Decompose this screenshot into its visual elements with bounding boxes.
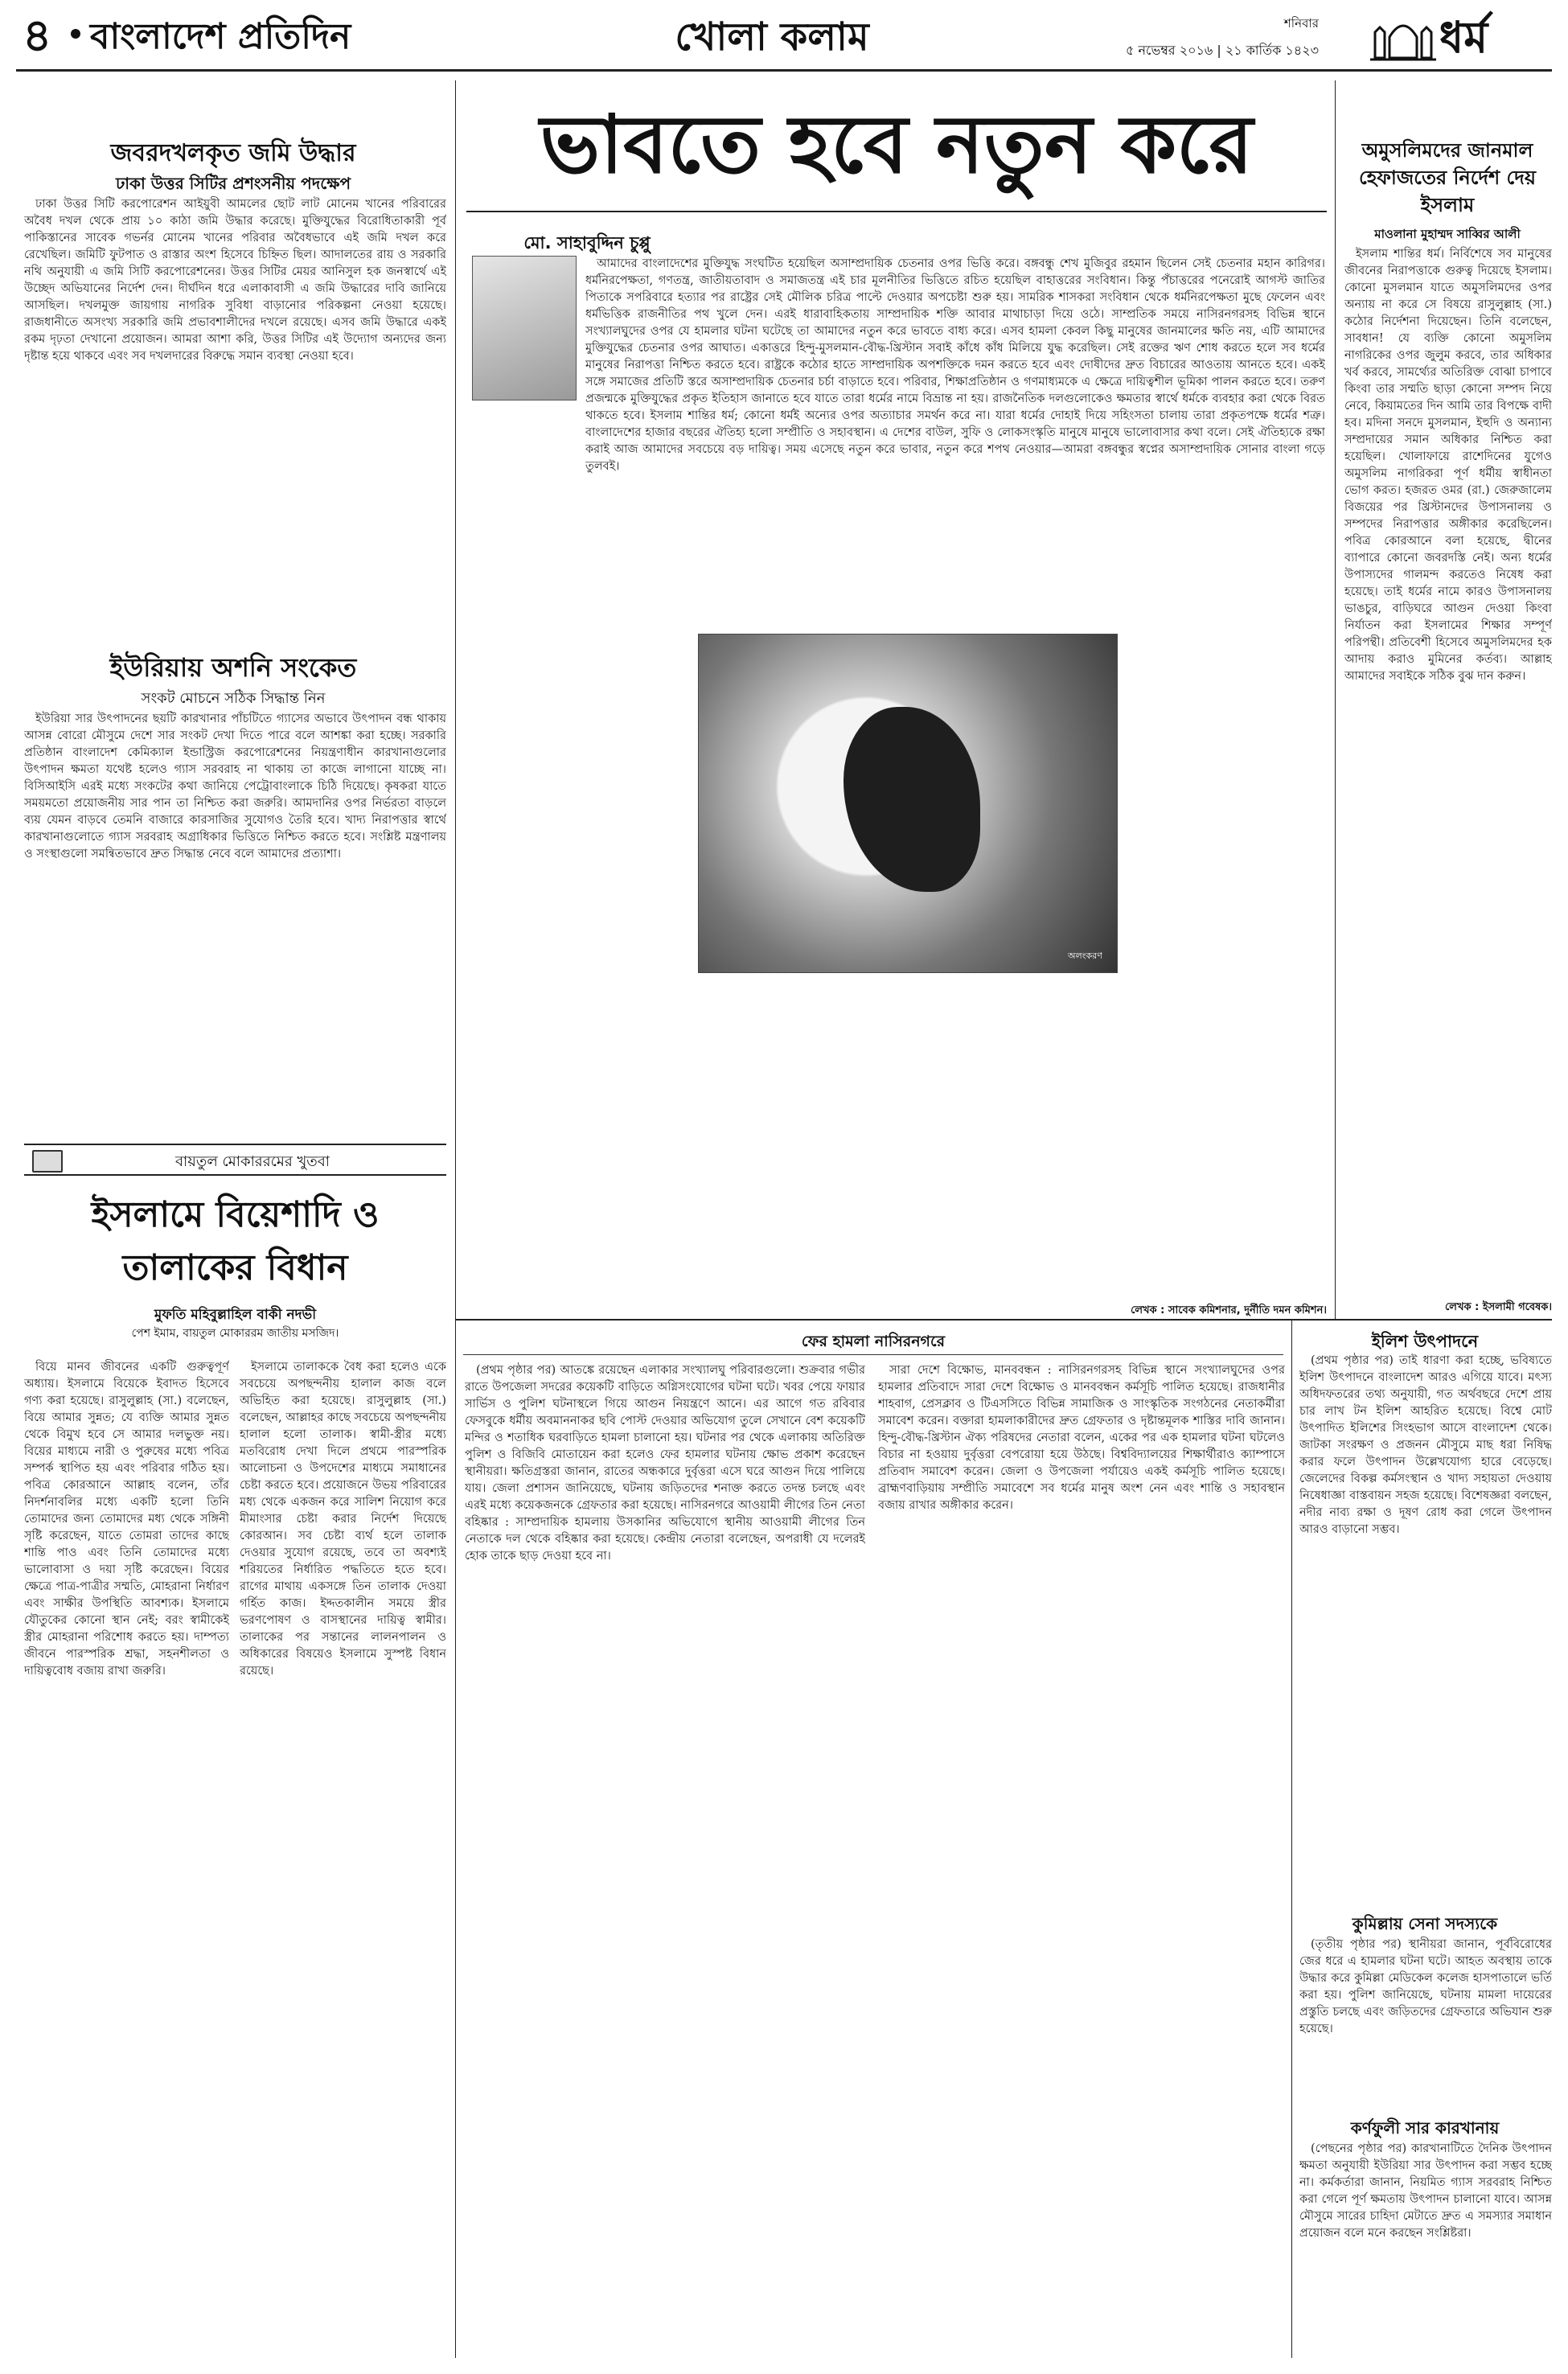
lower-col2-text: ইসলামে তালাককে বৈধ করা হলেও একে সবচেয়ে অপছন্দনীয় হালাল কাজ বলে অভিহিত করা হয়েছে। রাসুলুল্লাহ (সা.) বলেছেন, আল্লাহর কাছে সবচেয়ে অপছন্দনীয় হালাল হলো তালাক। স্বামী-স্ত্রীর মধ্যে মতবিরোধ দেখা দিলে প্রথমে পারস্পরিক আলোচনা ও উপদেশের মাধ্যমে সমাধানের চেষ্টা করতে হবে। প্রয়োজনে উভয় পরিবারের মধ্য থেকে একজন করে সালিশ নিয়োগ করে মীমাংসার চেষ্টা করার নির্দেশ দিয়েছে কোরআন। সব চেষ্টা ব্যর্থ হলে তালাক দেওয়ার সুযোগ রয়েছে, তবে তা অবশ্যই শরিয়তের নির্ধারিত পদ্ধতিতে হতে হবে। রাগের মাথায় একসঙ্গে তিন তালাক দেওয়া গর্হিত কাজ। ইদ্দতকালীন সময়ে স্ত্রীর ভরণপোষণ ও বাসস্থানের দায়িত্ব স্বামীর। তালাকের পর সন্তানের লালনপালন ও অধিকারের বিষয়েও ইসলামে সুস্পষ্ট বিধান রয়েছে।: [240, 1361, 446, 1678]
story1-body: [24, 196, 446, 642]
story3-title: ইসলামে বিয়েশাদি ও তালাকের বিধান: [91, 1194, 380, 1288]
right-author: মাওলানা মুহাম্মদ সাব্বির আলী: [1374, 227, 1521, 241]
lower-col4-text: সারা দেশে বিক্ষোভ, মানববন্ধন : নাসিরনগরসহ বিভিন্ন স্থানে সংখ্যালঘুদের ওপর হামলার প্রতিবাদে সারা দেশে বিক্ষোভ ও মানববন্ধন কর্মসূচি পালিত হয়েছে। রাজধানীর শাহবাগ, প্রেসক্লাব ও টিএসসিতে বিভিন্ন সামাজিক ও সাংস্কৃতিক সংগঠনের নেতাকর্মীরা সমাবেশ করেন। বক্তারা হামলাকারীদের দ্রুত গ্রেফতার ও দৃষ্টান্তমূলক শাস্তির দাবি জানান। হিন্দু-বৌদ্ধ-খ্রিস্টান ঐক্য পরিষদের নেতারা বলেন, একের পর এক হামলার ঘটনা ঘটলেও বিচার না হওয়ায় দুর্বৃত্তরা বেপরোয়া হয়ে উঠছে। বিশ্ববিদ্যালয়ের শিক্ষার্থীরাও ক্যাম্পাসে প্রতিবাদ সমাবেশ করেন। জেলা ও উপজেলা পর্যায়েও একই কর্মসূচি পালিত হয়েছে। ব্রাহ্মণবাড়িয়ায় সম্প্রীতি সমাবেশে সব ধর্মের মানুষ অংশ নেন এবং শান্তি ও সহাবস্থান বজায় রাখার অঙ্গীকার করেন।: [878, 1364, 1285, 1512]
page-number: ৪: [23, 10, 52, 62]
right-section-title: ধর্ম: [1439, 12, 1488, 63]
story2-subtitle: সংকট মোচনে সঠিক সিদ্ধান্ত নিন: [141, 690, 326, 707]
author-photo: [472, 256, 577, 400]
paper-name: বাংলাদেশ প্রতিদিন: [90, 16, 351, 57]
khutba-rule-bottom: [24, 1174, 446, 1176]
bangladesh-map-shape: [844, 707, 980, 892]
story1-subtitle: ঢাকা উত্তর সিটির প্রশংসনীয় পদক্ষেপ: [115, 174, 351, 193]
lower-col3-text: (প্রথম পৃষ্ঠার পর) আতঙ্কে রয়েছেন এলাকার সংখ্যালঘু পরিবারগুলো। শুক্রবার গভীর রাতে উপজেলা সদরের কয়েকটি বাড়িতে অগ্নিসংযোগের ঘটনা ঘটে। খবর পেয়ে ফায়ার সার্ভিস ও পুলিশ ঘটনাস্থলে গিয়ে আগুন নিয়ন্ত্রণে আনে। এর আগে গত রবিবার ফেসবুকে ধর্মীয় অবমাননাকর ছবি পোস্ট দেওয়ার অভিযোগ তুলে সেখানে বেশ কয়েকটি মন্দির ও শতাধিক ঘরবাড়িতে হামলা চালানো হয়। ঘটনার পর থেকে এলাকায় অতিরিক্ত পুলিশ ও বিজিবি মোতায়েন করা হলেও ফের হামলার ঘটনায় ক্ষোভ প্রকাশ করেছেন স্থানীয়রা। ক্ষতিগ্রস্তরা জানান, রাতের অন্ধকারে দুর্বৃত্তরা এসে ঘরে আগুন দিয়ে পালিয়ে যায়। জেলা প্রশাসন জানিয়েছে, ঘটনায় জড়িতদের শনাক্ত করতে তদন্ত চলছে এবং এরই মধ্যে কয়েকজনকে গ্রেফতার করা হয়েছে। নাসিরনগরে আওয়ামী লীগের তিন নেতা বহিষ্কার : সাম্প্রদায়িক হামলায় উসকানির অভিযোগে স্থানীয় আওয়ামী লীগের তিন নেতাকে দল থেকে বহিষ্কার করা হয়েছে। কেন্দ্রীয় নেতারা বলেছেন, অপরাধী যে দলেরই হোক তাকে ছাড় দেওয়া হবে না।: [465, 1364, 865, 1563]
lower-col1-body: [24, 1359, 229, 2356]
lower-col5c-text: (পেছনের পৃষ্ঠার পর) কারখানাটিতে দৈনিক উৎপাদন ক্ষমতা অনুযায়ী ইউরিয়া সার উৎপাদন করা সম্ভব হচ্ছে না। কর্মকর্তারা জানান, নিয়মিত গ্যাস সরবরাহ নিশ্চিত করা গেলে পূর্ণ ক্ষমতায় উৎপাদন চালানো যাবে। আসন্ন মৌসুমে সারের চাহিদা মেটাতে দ্রুত এ সমস্যার সমাধান প্রয়োজন বলে মনে করছেন সংশ্লিষ্টরা।: [1299, 2142, 1552, 2240]
khutba-rule: [24, 1144, 446, 1145]
right-col-divider: [1335, 80, 1336, 1319]
lower-col1-text: বিয়ে মানব জীবনের একটি গুরুত্বপূর্ণ অধ্যায়। ইসলামে বিয়েকে ইবাদত হিসেবে গণ্য করা হয়েছে। রাসুলুল্লাহ (সা.) বলেছেন, বিয়ে আমার সুন্নত; যে ব্যক্তি আমার সুন্নত থেকে বিমুখ হবে সে আমার দলভুক্ত নয়। বিয়ের মাধ্যমে নারী ও পুরুষের মধ্যে পবিত্র সম্পর্ক স্থাপিত হয় এবং পরিবার গঠিত হয়। পবিত্র কোরআনে আল্লাহ বলেন, তাঁর নিদর্শনাবলির মধ্যে একটি হলো তিনি তোমাদের জন্য তোমাদের মধ্য থেকে সঙ্গিনী সৃষ্টি করেছেন, যাতে তোমরা তাদের কাছে শান্তি পাও এবং তিনি তোমাদের মধ্যে ভালোবাসা ও দয়া সৃষ্টি করেছেন। বিয়ের ক্ষেত্রে পাত্র-পাত্রীর সম্মতি, মোহরানা নির্ধারণ এবং সাক্ষীর উপস্থিতি আবশ্যক। ইসলামে যৌতুকের কোনো স্থান নেই; বরং স্বামীকেই স্ত্রীর মোহরানা পরিশোধ করতে হয়। দাম্পত্য জীবনে পারস্পরিক শ্রদ্ধা, সহনশীলতা ও দায়িত্ববোধ বজায় রাখা জরুরি।: [24, 1361, 229, 1678]
main-text: আমাদের বাংলাদেশের মুক্তিযুদ্ধ সংঘটিত হয়েছিল অসাম্প্রদায়িক চেতনার ওপর ভিত্তি করে। বঙ্গবন্ধু শেখ মুজিবুর রহমান ছিলেন সেই চেতনার মহান কারিগর। ধর্মনিরপেক্ষতা, গণতন্ত্র, জাতীয়তাবাদ ও সমাজতন্ত্র এই চার মূলনীতির ভিত্তিতে রচিত হয়েছিল বাহাত্তরের সংবিধান। কিন্তু পঁচাত্তরের পনেরোই আগস্ট জাতির পিতাকে সপরিবারে হত্যার পর রাষ্ট্রের সেই মৌলিক চরিত্র পাল্টে দেওয়ার অপচেষ্টা শুরু হয়। সামরিক শাসকরা সংবিধান থেকে ধর্মনিরপেক্ষতা মুছে ফেলেন এবং ধর্মভিত্তিক রাজনীতির পথ খুলে দেন। এরই ধারাবাহিকতায় সাম্প্রদায়িক শক্তি আবার মাথাচাড়া দিয়ে ওঠে। সাম্প্রতিক সময়ে নাসিরনগরসহ বিভিন্ন স্থানে সংখ্যালঘুদের ওপর যে হামলার ঘটনা ঘটেছে তা আমাদের নতুন করে ভাবতে বাধ্য করে। এসব হামলা কেবল কিছু মানুষের জানমালের ক্ষতি নয়, এটি আমাদের মুক্তিযুদ্ধের চেতনার ওপর আঘাত। একাত্তরে হিন্দু-মুসলমান-বৌদ্ধ-খ্রিস্টান সবাই কাঁধে কাঁধ মিলিয়ে যুদ্ধ করেছিল। সেই রক্তের ঋণ শোধ করতে হলে সব ধর্মের মানুষের নিরাপত্তা নিশ্চিত করতে হবে। রাষ্ট্রকে কঠোর হাতে সাম্প্রদায়িক অপশক্তিকে দমন করতে হবে এবং দোষীদের দ্রুত বিচারের আওতায় আনতে হবে। একই সঙ্গে সমাজের প্রতিটি স্তরে অসাম্প্রদায়িক চেতনার চর্চা বাড়াতে হবে। পরিবার, শিক্ষাপ্রতিষ্ঠান ও গণমাধ্যমকে এ ক্ষেত্রে দায়িত্বশীল ভূমিকা পালন করতে হবে। তরুণ প্রজন্মকে মুক্তিযুদ্ধের প্রকৃত ইতিহাস জানাতে হবে যাতে তারা ধর্মের নামে বিভ্রান্ত না হয়। রাজনৈতিক দলগুলোকেও ক্ষমতার স্বার্থে ধর্মকে ব্যবহার করা থেকে বিরত থাকতে হবে। ইসলাম শান্তির ধর্ম; কোনো ধর্মই অন্যের ওপর অত্যাচার সমর্থন করে না। যারা ধর্মের দোহাই দিয়ে সহিংসতা চালায় তারা প্রকৃতপক্ষে ধর্মের শত্রু। বাংলাদেশের হাজার বছরের ঐতিহ্য হলো সম্প্রীতি ও সহাবস্থান। এ দেশের বাউল, সুফি ও লোকসংস্কৃতি মানুষে মানুষে ভালোবাসার কথা বলে। সেই ঐতিহ্যকে রক্ষা করাই আজ আমাদের সবচেয়ে বড় দায়িত্ব। সময় এসেছে নতুন করে ভাবার, নতুন করে শপথ নেওয়ার—আমরা বঙ্গবন্ধুর স্বপ্নের অসাম্প্রদায়িক সোনার বাংলা গড়ে তুলবই।: [585, 257, 1325, 473]
day-label: শনিবার: [1283, 16, 1319, 31]
right-author-note: লেখক : ইসলামী গবেষক।: [1444, 1301, 1552, 1313]
story1-title: জবরদখলকৃত জমি উদ্ধার: [110, 139, 356, 167]
bullet-icon: [71, 29, 80, 39]
col5-title: ইলিশ উৎপাদনে: [1371, 1332, 1479, 1351]
lower-divider-2: [1291, 1320, 1292, 2358]
lower-col3-body: [465, 1362, 865, 2360]
left-col-divider: [455, 80, 456, 1319]
story2-text: ইউরিয়া সার উৎপাদনের ছয়টি কারখানার পাঁচটিতে গ্যাসের অভাবে উৎপাদন বন্ধ থাকায় আসন্ন বোরো মৌসুমে দেশে সার সংকট দেখা দিতে পারে বলে আশঙ্কা করা হচ্ছে। সরকারি প্রতিষ্ঠান বাংলাদেশ কেমিক্যাল ইন্ডাস্ট্রিজ করপোরেশনের নিয়ন্ত্রণাধীন কারখানাগুলোর উৎপাদন ক্ষমতা যথেষ্ট হলেও গ্যাস সরবরাহ না থাকায় তা কাজে লাগানো যাচ্ছে না। বিসিআইসি এরই মধ্যে সংকটের কথা জানিয়ে পেট্রোবাংলাকে চিঠি দিয়েছে। কৃষকরা যাতে সময়মতো প্রয়োজনীয় সার পান তা নিশ্চিত করা জরুরি। আমদানির ওপর নির্ভরতা বাড়লে ব্যয় যেমন বাড়বে তেমনি বাজারে কারসাজির সুযোগও তৈরি হবে। খাদ্য নিরাপত্তার স্বার্থে কারখানাগুলোতে গ্যাস সরবরাহ অগ্রাধিকার ভিত্তিতে নিশ্চিত করতে হবে। সংশ্লিষ্ট মন্ত্রণালয় ও সংস্থাগুলো সমন্বিতভাবে দ্রুত সিদ্ধান্ত নেবে বলে আমাদের প্রত্যাশা।: [24, 713, 446, 860]
section-title: খোলা কলাম: [675, 14, 869, 60]
col5b-title: কুমিল্লায় সেনা সদস্যকে: [1352, 1914, 1498, 1933]
date-label: ৫ নভেম্বর ২০১৬ | ২১ কার্তিক ১৪২৩: [1126, 43, 1319, 58]
lower-col5-body: [1299, 1353, 1552, 1901]
lower-col5b-body: [1299, 1937, 1552, 2105]
col3-title: ফের হামলা নাসিরনগরে: [801, 1333, 946, 1350]
story2-title: ইউরিয়ায় অশনি সংকেত: [109, 652, 357, 683]
main-body: [585, 256, 1325, 1311]
main-author: মো. সাহাবুদ্দিন চুপ্পু: [523, 233, 651, 253]
fold-rule: [455, 1319, 1552, 1320]
art-caption: অলংকরণ: [1068, 951, 1102, 961]
col3-banner: [463, 1327, 1283, 1355]
story2-body: [24, 711, 446, 1134]
book-icon: [32, 1150, 63, 1173]
right-body: [1344, 246, 1552, 1292]
col5c-title: কর্ণফুলী সার কারখানায়: [1350, 2118, 1500, 2138]
lower-col5-text: (প্রথম পৃষ্ঠার পর) তাই ধারণা করা হচ্ছে, ভবিষ্যতে ইলিশ উৎপাদনে বাংলাদেশ আরও এগিয়ে যাবে। মৎস্য অধিদফতরের তথ্য অনুযায়ী, গত অর্থবছরে দেশে প্রায় চার লাখ টন ইলিশ আহরিত হয়েছে। বিশ্বে মোট উৎপাদিত ইলিশের সিংহভাগ আসে বাংলাদেশ থেকে। জাটকা সংরক্ষণ ও প্রজনন মৌসুমে মাছ ধরা নিষিদ্ধ করার ফলে উৎপাদন উল্লেখযোগ্য হারে বেড়েছে। জেলেদের বিকল্প কর্মসংস্থান ও খাদ্য সহায়তা দেওয়ায় নিষেধাজ্ঞা বাস্তবায়ন সহজ হয়েছে। বিশেষজ্ঞরা বলছেন, নদীর নাব্য রক্ষা ও দূষণ রোধ করা গেলে উৎপাদন আরও বাড়ানো সম্ভব।: [1299, 1354, 1552, 1536]
lower-col4-body: [878, 1362, 1285, 2360]
right-text: ইসলাম শান্তির ধর্ম। নির্বিশেষে সব মানুষের জীবনের নিরাপত্তাকে গুরুত্ব দিয়েছে ইসলাম। কোনো মুসলমান যাতে অমুসলিমদের ওপর অন্যায় না করে সে বিষয়ে রাসুলুল্লাহ (সা.) কঠোর নির্দেশনা দিয়েছেন। তিনি বলেছেন, সাবধান! যে ব্যক্তি কোনো অমুসলিম নাগরিকের ওপর জুলুম করবে, তার অধিকার খর্ব করবে, সামর্থ্যের অতিরিক্ত বোঝা চাপাবে কিংবা তার সম্মতি ছাড়া কোনো সম্পদ নিয়ে নেবে, কিয়ামতের দিন আমি তার বিপক্ষে বাদী হব। মদিনা সনদে মুসলমান, ইহুদি ও অন্যান্য সম্প্রদায়ের সমান অধিকার নিশ্চিত করা হয়েছিল। খোলাফায়ে রাশেদিনের যুগেও অমুসলিম নাগরিকরা পূর্ণ ধর্মীয় স্বাধীনতা ভোগ করত। হজরত ওমর (রা.) জেরুজালেম বিজয়ের পর খ্রিস্টানদের উপাসনালয় ও সম্পদের নিরাপত্তার অঙ্গীকার করেছিলেন। পবিত্র কোরআনে বলা হয়েছে, দ্বীনের ব্যাপারে কোনো জবরদস্তি নেই। অন্য ধর্মের উপাস্যদের গালমন্দ করতেও নিষেধ করা হয়েছে। তাই ধর্মের নামে কারও উপাসনালয় ভাঙচুর, বাড়িঘরে আগুন দেওয়া কিংবা নির্যাতন করা ইসলামের শিক্ষার সম্পূর্ণ পরিপন্থী। প্রতিবেশী হিসেবে অমুসলিমদের হক আদায় করাও মুমিনের কর্তব্য। আল্লাহ আমাদের সবাইকে সঠিক বুঝ দান করুন।: [1344, 248, 1552, 683]
story3-author: মুফতি মহিবুল্লাহিল বাকী নদভী: [154, 1307, 317, 1323]
story3-author-role: পেশ ইমাম, বায়তুল মোকাররম জাতীয় মসজিদ।: [131, 1327, 339, 1340]
lower-col2-body: [240, 1359, 446, 2356]
mosque-icon: [1367, 8, 1439, 64]
main-title-rule: [466, 211, 1327, 212]
main-illustration: [698, 634, 1118, 973]
story1-text: ঢাকা উত্তর সিটি করপোরেশন আইয়ুবী আমলের ছোট লাট মোনেম খানের পরিবারের অবৈধ দখল থেকে প্রায় ১০ কাঠা জমি উদ্ধার করেছে। মুক্তিযুদ্ধের বিরোধিতাকারী পূর্ব পাকিস্তানের সাবেক গভর্নর মোনেম খানের পরিবার অবৈধভাবে এই জমি দখল করে রেখেছিল। জমিটি ফুটপাত ও রাস্তার অংশ হিসেবে চিহ্নিত ছিল। আদালতের রায় ও সরকারি নথি অনুযায়ী এ জমি সিটি করপোরেশনের। উত্তর সিটির মেয়র আনিসুল হক জনস্বার্থে এই উচ্ছেদ অভিযানের নির্দেশ দেন। দীর্ঘদিন ধরে এলাকাবাসী এ জমি উদ্ধারের দাবি জানিয়ে আসছিল। দখলমুক্ত জায়গায় নাগরিক সুবিধা বাড়ানোর পরিকল্পনা নেওয়া হয়েছে। রাজধানীতে অসংখ্য সরকারি জমি প্রভাবশালীদের দখলে রয়েছে। এসব জমি উদ্ধারে একই রকম দৃঢ়তা দেখানো প্রয়োজন। আমরা আশা করি, উত্তর সিটির এই উদ্যোগ অন্যদের জন্য দৃষ্টান্ত হয়ে থাকবে এবং সব দখলদারের বিরুদ্ধে সমান ব্যবস্থা নেওয়া হবে।: [24, 198, 446, 363]
main-author-note: লেখক : সাবেক কমিশনার, দুর্নীতি দমন কমিশন।: [1131, 1304, 1327, 1316]
masthead-rule: [16, 69, 1552, 72]
lower-divider-1: [455, 1320, 456, 2358]
lower-col5b-text: (তৃতীয় পৃষ্ঠার পর) স্থানীয়রা জানান, পূর্ববিরোধের জের ধরে এ হামলার ঘটনা ঘটে। আহত অবস্থায় তাকে উদ্ধার করে কুমিল্লা মেডিকেল কলেজ হাসপাতালে ভর্তি করা হয়। পুলিশ জানিয়েছে, ঘটনায় মামলা দায়েরের প্রস্তুতি চলছে এবং জড়িতদের গ্রেফতারে অভিযান শুরু হয়েছে।: [1299, 1938, 1552, 2035]
lower-col5c-body: [1299, 2141, 1552, 2358]
khutba-tag: বায়তুল মোকাররমের খুতবা: [174, 1153, 330, 1170]
right-title: অমুসলিমদের জানমাল হেফাজতের নির্দেশ দেয় ইসলাম: [1358, 139, 1536, 216]
main-title: ভাবতে হবে নতুন করে: [540, 97, 1254, 191]
